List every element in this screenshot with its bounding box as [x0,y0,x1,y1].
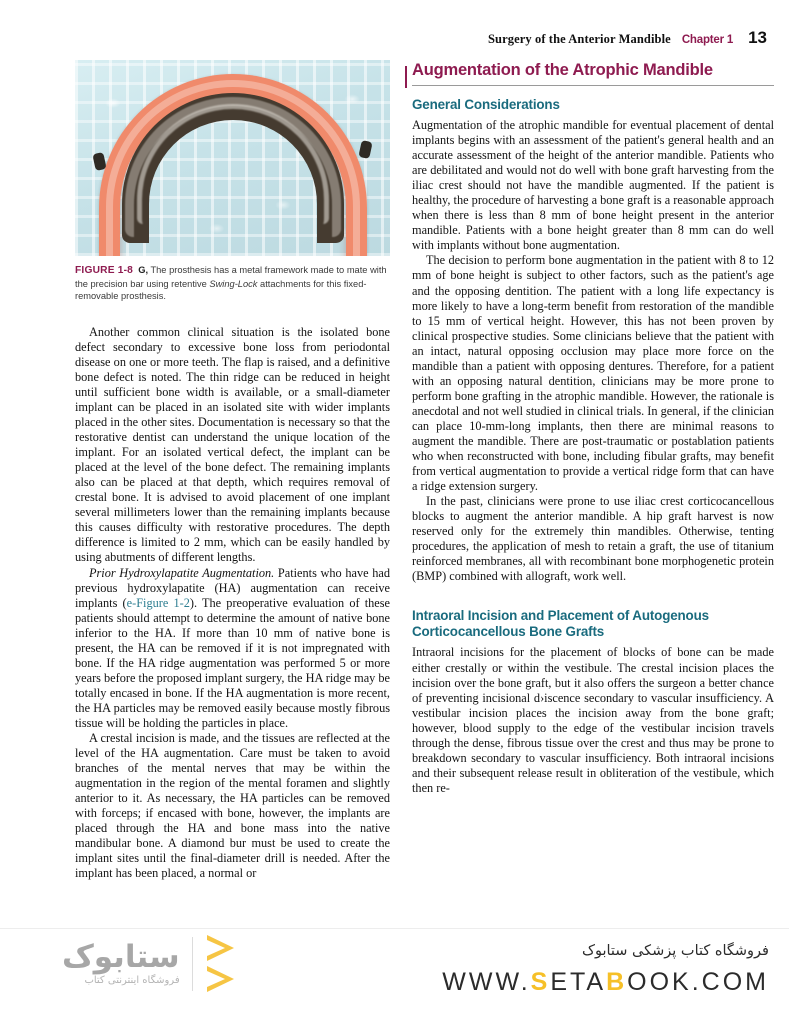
logo-subtitle-persian: فروشگاه اینترنتی کتاب [84,975,180,986]
figure-caption-text-2: attachments for this fixed-removable prosthesis. [75,278,367,302]
running-head-title: Surgery of the Anterior Mandible [488,32,671,46]
logo-divider [192,937,194,991]
left-paragraph-1: Another common clinical situation is the isolated bone defect secondary to excessive bone loss from periodontal disease on one or more teeth. The flap is raised, and a definitive bone defect is noted. The thin ridge can be reduced in height until sufficient bone width is available, or a small-diameter implant can be placed in an isolated site with wider implants placed in the other sites. Documentation is necessary so that the restorative dentist can understand the unique location of the implant. For an isolated vertical defect, the implant can be placed at the level of the bone defect. The remaining implants also can be placed at that depth, which requires removal of crestal bone. It is advised to avoid placement of one implant several millimeters lower than the remaining implants because this causes difficulty with restorative procedures. The depth difference is limited to 2 mm, which can be easily handled by using abutments of different lengths. [75,324,390,565]
left-paragraph-hydroxylapatite [75,566,390,732]
figure-1-8 [75,60,390,303]
figure-label: FIGURE 1-8 [75,265,134,276]
figure-caption [75,264,390,303]
figure-caption-text-1: The prosthesis has a metal framework made to mate with the precision bar using retentive [75,265,387,289]
url-highlight-s: S [530,968,551,996]
running-head-chapter: Chapter 1 [681,34,734,46]
right-paragraph-3: In the past, clinicians were prone to use iliac crest corticocancellous blocks to augment the anterior mandible. A hip graft harvest is now reserved only for the extremely thin mandibles. Otherwise, tenting procedures, the application of mesh to retain a graft, the use of titanium reinforced membranes, all with recombinant bone morphogenetic protein (BMP) combined with allograft, work well. [412,494,774,584]
url-suffix: OOK.COM [627,968,769,996]
chevron-bottom-icon [207,966,234,992]
footer-site-url[interactable] [442,965,769,999]
chevron-icon [207,935,234,992]
footer-tagline-persian: فروشگاه کتاب پزشکی ستابوک [581,943,769,959]
figure-caption-italic: Swing-Lock [209,278,258,289]
hydroxylapatite-text-before-link: Patients who have had previous hydroxylapatite (HA) augmentation can receive implants ( [75,565,390,610]
right-column [412,60,774,796]
chevron-top-icon [207,935,234,961]
left-column [75,60,390,882]
logo-wordmark [62,940,180,987]
url-highlight-b: B [606,968,628,996]
section-title: Augmentation of the Atrophic Mandible [412,60,774,86]
running-head [488,28,767,48]
url-eta: ETA [550,968,607,996]
right-paragraph-1: Augmentation of the atrophic mandible for eventual placement of dental implants begins with an assessment of the patient's general health and an accurate assessment of the height of the anterior mandible. Patients who are debilitated and would not do well with bone graft harvesting from the iliac crest should not have the mandible augmented. If the patient is healthy, the procedure of harvesting a bone graft is a reasonable approach when there is less than 8 mm of bone height present in the anterior mandible. Patients with a bone height greater than 8 mm can do well with implants without bone augmentation. [412,118,774,253]
left-paragraph-final: A crestal incision is made, and the tissues are reflected at the level of the HA augmentation. Care must be taken to avoid branches of the mental nerves that may be within the augmentation in the region of the mental foramen and slightly anterior to it. As necessary, the HA particles can be removed with forceps; if encased with bone, however, the implants are placed through the HA and bone mass into the native mandibular bone. A diamond bur must be used to create the implant sites until the final-diameter drill is needed. After the implant has been placed, a normal or [75,731,390,881]
footer-watermark [0,928,789,1010]
right-paragraph-4: Intraoral incisions for the placement of blocks of bone can be made either crestally or within the vestibule. The crestal incision places the incision over the bone graft, but it also offers the surgeon a better chance of preventing incisional d›iscence secondary to vascular insufficiency. A vestibular incision places the incision away from the bone graft; however, blood supply to the edge of the vestibular incision travels through the dense, fibrous tissue over the crest and thus may be prone to breakdown secondary to vascular insufficiency. Both intraoral incisions and their subsequent release result in obliteration of the vestibule, which then re- [412,645,774,795]
logo-name-persian: ستابوک [62,939,180,975]
hydroxylapatite-text-after-link: ). The preoperative evaluation of these patients should attempt to determine the amount of native bone inferior to the HA. If more than 10 mm of native bone is present, the HA can be removed if it is not impregnated with bone. If the HA ridge augmentation was performed 5 or more years before the proposed implant surgery, the HA ridge may be totally encased in bone. If the HA augmentation is more recent, the HA particles may be removed easily because mostly fibrous tissue will be holding the particles in place. [75,595,390,730]
page-columns [0,60,789,940]
subheading-intraoral-incision: Intraoral Incision and Placement of Autogenous Corticocancellous Bone Grafts [412,608,709,640]
setabook-logo[interactable] [62,935,234,992]
run-in-heading: Prior Hydroxylapatite Augmentation. [89,565,275,580]
url-prefix: WWW. [442,968,531,996]
figure-part-letter: G, [138,265,149,275]
right-paragraph-2: The decision to perform bone augmentation in the patient with 8 to 12 mm of bone height is subject to other factors, such as the patient's age and the opposing dentition. The patient with a long life expectancy is more likely to have a long-term benefit from restoration of the mandible to 15 mm of vertical height. However, this has not been proven by clinical prospective studies. Some clinicians believe that the patient with an intact, natural opposing occlusion may place more force on the mandible than a patient with opposing dentures. Therefore, for a patient with an opposing natural dentition, clinicians may be more prone to perform bone grafting in the atrophic mandible. However, the rationale is anecdotal and not well studied in clinical trials. In general, if the clinician can place 10-mm-long implants, then there are minimal reasons to augment the mandible. There are post-traumatic or postablation patients who when reconstructed with bone, including fibular grafts, may benefit from vertical augmentation to provide a vertical ridge form that can have a ridge extension surgery. [412,253,774,494]
subheading-general-considerations: General Considerations [412,97,560,112]
efigure-1-2-link[interactable]: e-Figure 1-2 [126,595,190,610]
footer-site-info [442,939,769,999]
section-title-rule [405,66,407,88]
figure-photo-prosthesis [75,60,390,256]
page-number: 13 [748,28,767,47]
